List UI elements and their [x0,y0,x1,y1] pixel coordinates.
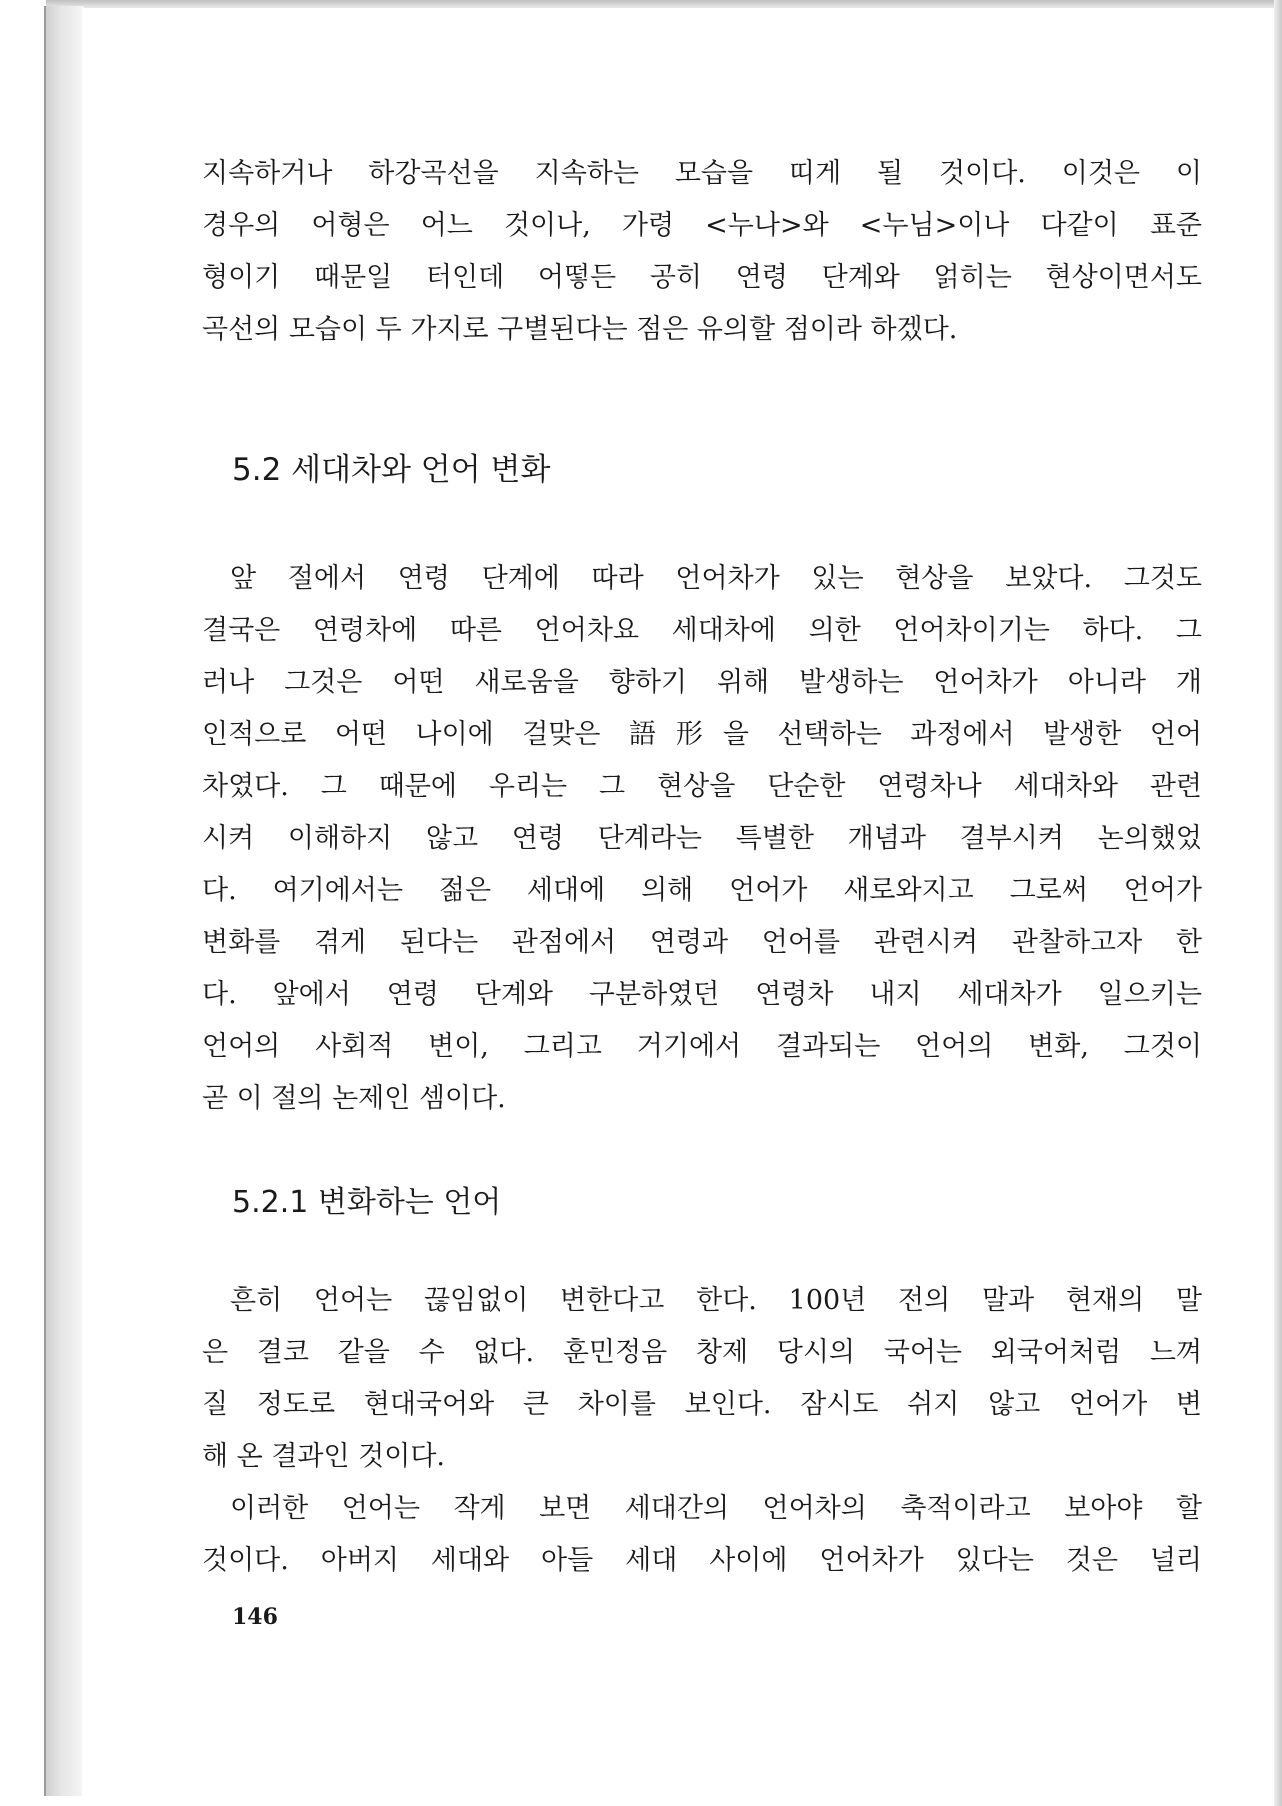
text-line: 러나 그것은 어떤 새로움을 향하기 위해 발생하는 언어차가 아니라 개 [202,667,1202,698]
text-line: 다. 앞에서 연령 단계와 구분하였던 연령차 내지 세대차가 일으키는 [202,979,1202,1010]
text-line: 곧 이 절의 논제인 셈이다. [202,1083,506,1114]
text-line: 결국은 연령차에 따른 언어차요 세대차에 의한 언어차이기는 하다. 그 [202,615,1202,646]
text-line: 다. 여기에서는 젊은 세대에 의해 언어가 새로와지고 그로써 언어가 [202,875,1202,906]
text-line: 흔히 언어는 끊임없이 변한다고 한다. 100년 전의 말과 현재의 말 [230,1285,1202,1316]
paragraph-top [202,148,1202,356]
book-page-edge [44,6,84,1796]
text-line: 차였다. 그 때문에 우리는 그 현상을 단순한 연령차나 세대차와 관련 [202,771,1202,802]
text-line: 변화를 겪게 된다는 관점에서 연령과 언어를 관련시켜 관찰하고자 한 [202,927,1202,958]
subsection-paragraph-2 [202,1483,1202,1587]
subsection-heading: 5.2.1 변화하는 언어 [232,1185,502,1220]
text-line: 경우의 어형은 어느 것이나, 가령 <누나>와 <누님>이나 다같이 표준 [202,210,1202,241]
text-line: 앞 절에서 연령 단계에 따라 언어차가 있는 현상을 보았다. 그것도 [230,563,1202,594]
subsection-paragraph-1 [202,1275,1202,1483]
text-line: 은 결코 같을 수 없다. 훈민정음 창제 당시의 국어는 외국어처럼 느껴 [202,1337,1202,1368]
text-line: 언어의 사회적 변이, 그리고 거기에서 결과되는 언어의 변화, 그것이 [202,1031,1202,1062]
text-line: 지속하거나 하강곡선을 지속하는 모습을 띠게 될 것이다. 이것은 이 [202,158,1202,189]
page-number: 146 [232,1604,278,1630]
text-line: 이러한 언어는 작게 보면 세대간의 언어차의 축적이라고 보아야 할 [230,1493,1202,1524]
text-line: 인적으로 어떤 나이에 걸맞은 語形을 선택하는 과정에서 발생한 언어 [202,719,1202,750]
text-line: 곡선의 모습이 두 가지로 구별된다는 점은 유의할 점이라 하겠다. [202,314,958,345]
section-heading: 5.2 세대차와 언어 변화 [232,452,551,488]
page-content [202,148,1202,1587]
text-line: 해 온 결과인 것이다. [202,1441,445,1472]
page-edge-right [1274,0,1282,1806]
text-line: 것이다. 아버지 세대와 아들 세대 사이에 언어차가 있다는 것은 널리 [202,1545,1202,1576]
book-page [82,8,1274,1798]
text-line: 시켜 이해하지 않고 연령 단계라는 특별한 개념과 결부시켜 논의했었 [202,823,1202,854]
section-paragraph [202,553,1202,1125]
text-line: 질 정도로 현대국어와 큰 차이를 보인다. 잠시도 쉬지 않고 언어가 변 [202,1389,1202,1420]
text-line: 형이기 때문일 터인데 어떻든 공히 연령 단계와 얽히는 현상이면서도 [202,262,1202,293]
